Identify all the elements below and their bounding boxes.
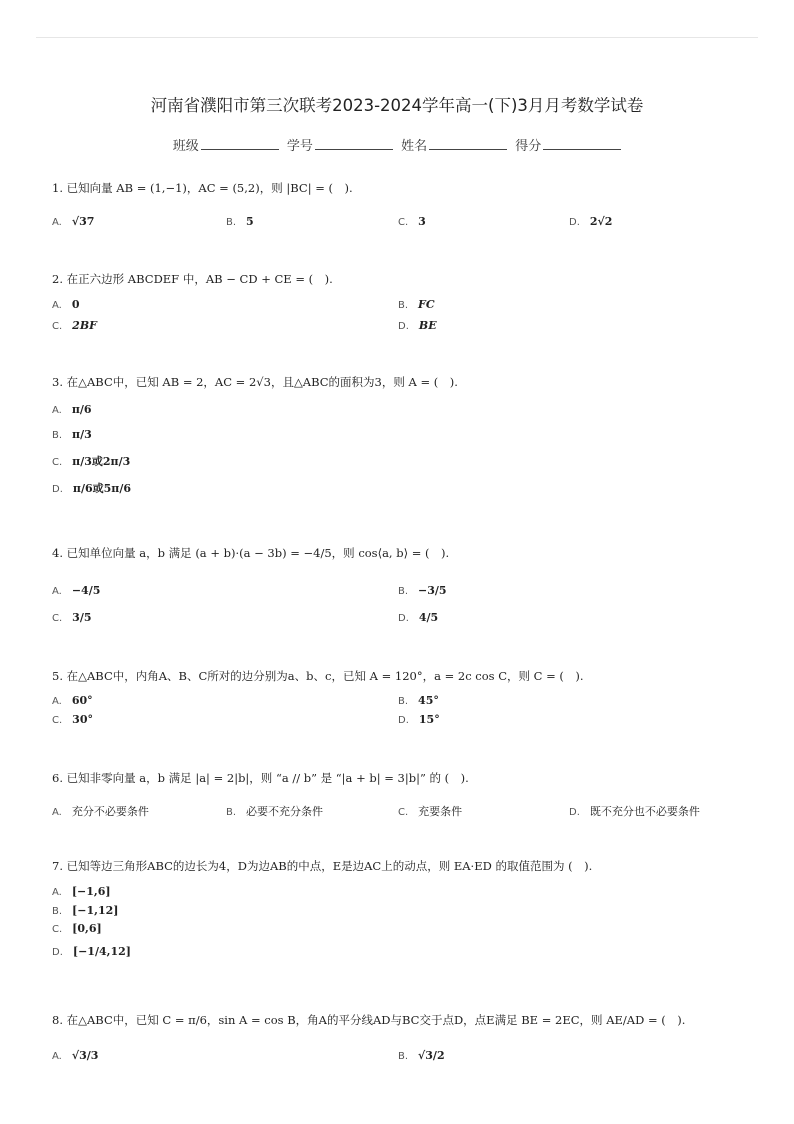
question-6-stem: 已知非零向量 a，b 满足 |a| = 2|b|，则 “a // b” 是 “|a + b| = 3|b|” 的 ( ).: [66, 771, 469, 785]
q4-option-c: C. 3/5: [52, 611, 92, 624]
q1-option-b: B. 5: [226, 215, 254, 228]
q7-option-a: A. [−1,6]: [52, 885, 111, 898]
q4-option-d: D. 4/5: [398, 611, 439, 624]
q6-option-c: C. 充要条件: [398, 805, 463, 818]
question-5: 5. 在△ABC中，内角A、B、C所对的边分别为a、b、c，已知 A = 120°，a = 2c cos C，则 C = ( ).: [52, 669, 584, 683]
question-2: 2. 在正六边形 ABCDEF 中，AB − CD + CE = ( ).: [52, 272, 333, 286]
question-8: 8. 在△ABC中，已知 C = π/6，sin A = cos B，角A的平分线AD与BC交于点D，点E满足 BE = 2EC，则 AE/AD = ( ).: [52, 1013, 686, 1027]
page-title: 河南省濮阳市第三次联考2023-2024学年高一(下)3月月考数学试卷: [150, 96, 644, 115]
header-rule: [36, 37, 758, 38]
q6-option-a: A. 充分不必要条件: [52, 805, 149, 818]
q7-option-c: C. [0,6]: [52, 922, 102, 935]
q5-option-d: D. 15°: [398, 713, 440, 726]
q6-option-d: D. 既不充分也不必要条件: [569, 805, 700, 818]
question-6: 6. 已知非零向量 a，b 满足 |a| = 2|b|，则 “a // b” 是 “|a + b| = 3|b|” 的 ( ).: [52, 771, 469, 785]
q3-option-c: C. π/3或2π/3: [52, 455, 131, 468]
q2-option-b: B. FC: [398, 298, 435, 311]
q5-option-c: C. 30°: [52, 713, 93, 726]
q5-option-b: B. 45°: [398, 694, 439, 707]
question-4: 4. 已知单位向量 a，b 满足 (a + b)·(a − 3b) = −4/5，则 cos⟨a, b⟩ = ( ).: [52, 546, 450, 560]
q4-option-a: A. −4/5: [52, 584, 101, 597]
class-field: 班级: [173, 135, 279, 154]
q3-option-a: A. π/6: [52, 403, 92, 416]
question-3-stem: 在△ABC中，已知 AB = 2，AC = 2√3，且△ABC的面积为3，则 A = ( ).: [66, 375, 458, 389]
q6-option-b: B. 必要不充分条件: [226, 805, 324, 818]
q1-option-c: C. 3: [398, 215, 426, 228]
q8-option-b: B. √3/2: [398, 1049, 445, 1062]
q3-option-b: B. π/3: [52, 428, 92, 441]
question-1: 1. 已知向量 AB = (1,−1)，AC = (5,2)，则 |BC| = ( ).: [52, 181, 353, 195]
name-field: 姓名: [401, 135, 507, 154]
q7-option-d: D. [−1/4,12]: [52, 945, 131, 958]
question-8-stem: 在△ABC中，已知 C = π/6，sin A = cos B，角A的平分线AD与BC交于点D，点E满足 BE = 2EC，则 AE/AD = ( ).: [66, 1013, 686, 1027]
question-1-stem: 已知向量 AB = (1,−1)，AC = (5,2)，则 |BC| = ( ).: [66, 181, 353, 195]
q2-option-a: A. 0: [52, 298, 80, 311]
q2-option-d: D. BE: [398, 319, 437, 332]
q3-option-d: D. π/6或5π/6: [52, 482, 131, 495]
question-4-stem: 已知单位向量 a，b 满足 (a + b)·(a − 3b) = −4/5，则 cos⟨a, b⟩ = ( ).: [66, 546, 450, 560]
score-field: 得分: [515, 135, 621, 154]
q1-option-d: D. 2√2: [569, 215, 613, 228]
student-id-field: 学号: [287, 135, 393, 154]
question-2-stem: 在正六边形 ABCDEF 中，AB − CD + CE = ( ).: [66, 272, 333, 286]
q8-option-a: A. √3/3: [52, 1049, 99, 1062]
question-5-stem: 在△ABC中，内角A、B、C所对的边分别为a、b、c，已知 A = 120°，a = 2c cos C，则 C = ( ).: [66, 669, 584, 683]
question-7: 7. 已知等边三角形ABC的边长为4，D为边AB的中点，E是边AC上的动点，则 EA·ED 的取值范围为 ( ).: [52, 859, 593, 873]
q1-option-a: A. √37: [52, 215, 95, 228]
q5-option-a: A. 60°: [52, 694, 93, 707]
student-info-row: [0, 135, 794, 154]
q4-option-b: B. −3/5: [398, 584, 447, 597]
q2-option-c: C. 2BF: [52, 319, 97, 332]
question-7-stem: 已知等边三角形ABC的边长为4，D为边AB的中点，E是边AC上的动点，则 EA·ED 的取值范围为 ( ).: [66, 859, 593, 873]
q7-option-b: B. [−1,12]: [52, 904, 119, 917]
question-3: 3. 在△ABC中，已知 AB = 2，AC = 2√3，且△ABC的面积为3，则 A = ( ).: [52, 375, 458, 389]
